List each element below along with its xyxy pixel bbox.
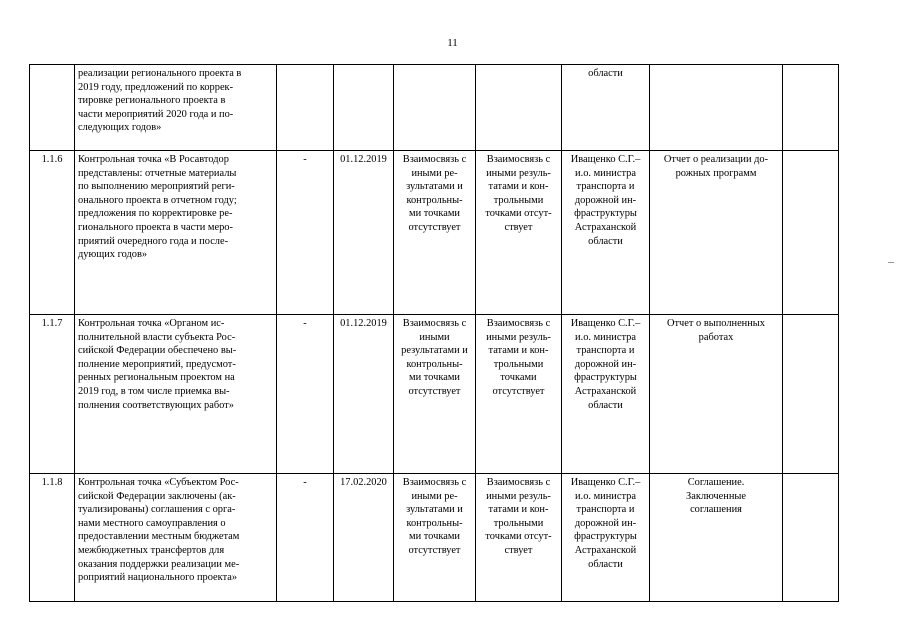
control-point-description: реализации регионального проекта в 2019 году, предложений по коррек- тировке регионального проекта в части мероприятий 2020 года и по- следующих годов» [75, 65, 277, 151]
row-number: 1.1.6 [30, 151, 75, 315]
predecessor-cell: - [277, 474, 334, 602]
relation-next-cell [476, 65, 562, 151]
table-row [30, 65, 839, 151]
control-points-table [29, 64, 839, 602]
relation-results-cell: Взаимосвязь с иными ре- зультатами и контрольны- ми точками отсутствует [394, 151, 476, 315]
control-point-description: Контрольная точка «В Росавтодор представлены: отчетные материалы по выполнению мероприятий реги- онального проекта в отчетном году; предложения по корректировке ре- гионального проекта в части меро- приятий очередного года и после- дующих годов» [75, 151, 277, 315]
table-row [30, 151, 839, 315]
document-cell [650, 65, 783, 151]
relation-next-cell: Взаимосвязь с иными резуль- татами и кон- трольными точками отсут- ствует [476, 474, 562, 602]
relation-next-cell: Взаимосвязь с иными резуль- татами и кон- трольными точками отсут- ствует [476, 151, 562, 315]
responsible-cell: области [562, 65, 650, 151]
document-cell: Соглашение. Заключенные соглашения [650, 474, 783, 602]
document-cell: Отчет о выполненных работах [650, 315, 783, 474]
extra-cell [783, 474, 839, 602]
date-cell: 01.12.2019 [334, 151, 394, 315]
extra-cell [783, 151, 839, 315]
responsible-cell: Иващенко С.Г.– и.о. министра транспорта и дорожной ин- фраструктуры Астраханской области [562, 151, 650, 315]
date-cell [334, 65, 394, 151]
table-row [30, 315, 839, 474]
date-cell: 17.02.2020 [334, 474, 394, 602]
relation-next-cell: Взаимосвязь с иными резуль- татами и кон- трольными точками отсутствует [476, 315, 562, 474]
row-number: 1.1.8 [30, 474, 75, 602]
relation-results-cell [394, 65, 476, 151]
predecessor-cell: - [277, 151, 334, 315]
page-number: 11 [447, 37, 458, 49]
relation-results-cell: Взаимосвязь с иными ре- зультатами и контрольны- ми точками отсутствует [394, 474, 476, 602]
table-row [30, 474, 839, 602]
document-cell: Отчет о реализации до- рожных программ [650, 151, 783, 315]
extra-cell [783, 315, 839, 474]
relation-results-cell: Взаимосвязь с иными результатами и контрольны- ми точками отсутствует [394, 315, 476, 474]
predecessor-cell: - [277, 315, 334, 474]
responsible-cell: Иващенко С.Г.– и.о. министра транспорта и дорожной ин- фраструктуры Астраханской области [562, 315, 650, 474]
responsible-cell: Иващенко С.Г.– и.о. министра транспорта и дорожной ин- фраструктуры Астраханской области [562, 474, 650, 602]
row-number [30, 65, 75, 151]
control-point-description: Контрольная точка «Субъектом Рос- сийской Федерации заключены (ак- туализированы) соглашения с орга- нами местного самоуправления о предоставлении местным бюджетам межбюджетных трансфертов для оказания поддержки реализации ме- роприятий национального проекта» [75, 474, 277, 602]
date-cell: 01.12.2019 [334, 315, 394, 474]
scan-edge-mark [888, 262, 894, 263]
row-number: 1.1.7 [30, 315, 75, 474]
predecessor-cell [277, 65, 334, 151]
extra-cell [783, 65, 839, 151]
control-point-description: Контрольная точка «Органом ис- полнительной власти субъекта Рос- сийской Федерации обеспечено вы- полнение мероприятий, предусмот- ренных региональным проектом на 2019 год, в том числе приемка вы- полнения соответствующих работ» [75, 315, 277, 474]
